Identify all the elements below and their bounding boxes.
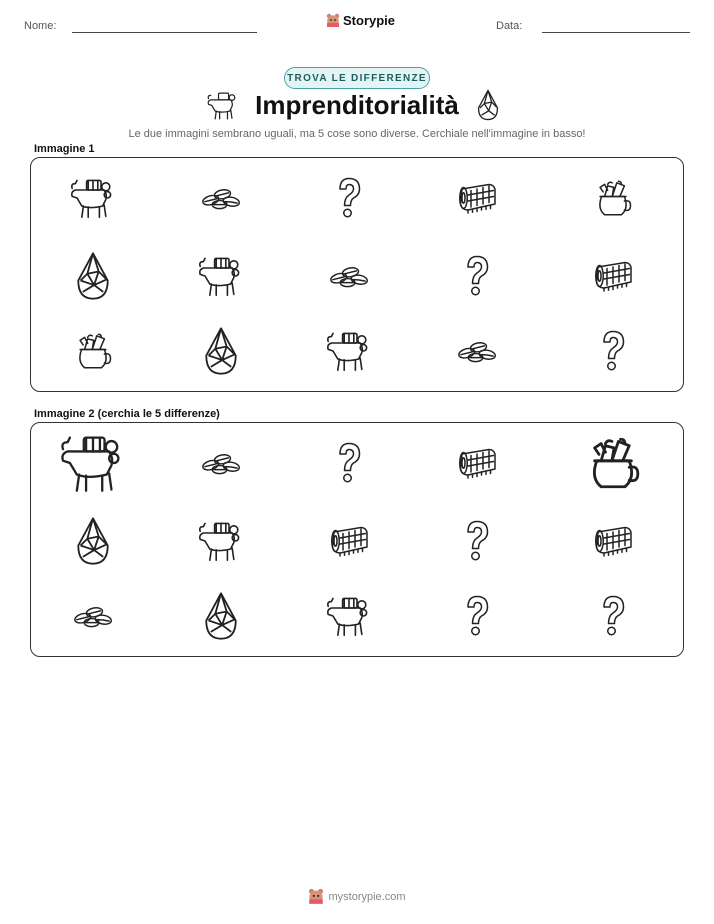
- camel-icon: [53, 163, 133, 233]
- rug-icon: [573, 241, 653, 311]
- rug-icon: [437, 163, 517, 233]
- pot-icon: [53, 316, 133, 386]
- panel-1-label: Immagine 1: [34, 143, 95, 155]
- question-icon: [309, 163, 389, 233]
- question-icon[interactable]: [309, 428, 389, 498]
- panel-2-label: Immagine 2 (cerchia le 5 differenze): [34, 408, 220, 420]
- brand-logo: [326, 13, 395, 28]
- question-icon[interactable]: [437, 581, 517, 651]
- gem-icon: [53, 241, 133, 311]
- rug-icon[interactable]: [309, 506, 389, 576]
- gem-icon: [181, 316, 261, 386]
- rug-icon[interactable]: [437, 428, 517, 498]
- beans-icon: [309, 241, 389, 311]
- name-label: Nome:: [24, 20, 57, 32]
- beans-icon[interactable]: [53, 581, 133, 651]
- page-title: Imprenditorialità: [255, 90, 459, 120]
- date-label: Data:: [496, 20, 523, 32]
- question-icon: [437, 241, 517, 311]
- camel-icon[interactable]: [181, 506, 261, 576]
- name-field[interactable]: [72, 32, 257, 33]
- camel-icon[interactable]: [309, 581, 389, 651]
- brand-name: Storypie: [343, 13, 396, 28]
- activity-badge: TROVA LE DIFFERENZE: [284, 67, 430, 89]
- beans-icon[interactable]: [181, 428, 261, 498]
- image-1-panel: [30, 157, 684, 392]
- question-icon[interactable]: [437, 506, 517, 576]
- beans-icon: [181, 163, 261, 233]
- camel-icon: [181, 241, 261, 311]
- pot-icon: [573, 163, 653, 233]
- bear-icon: [326, 13, 340, 28]
- date-field[interactable]: [542, 32, 690, 33]
- footer: [0, 888, 714, 905]
- gem-icon: [476, 89, 500, 121]
- image-2-panel[interactable]: [30, 422, 684, 657]
- gem-icon[interactable]: [53, 506, 133, 576]
- gem-icon[interactable]: [181, 581, 261, 651]
- beans-icon: [437, 316, 517, 386]
- camel-icon: [309, 316, 389, 386]
- camel-icon[interactable]: [53, 428, 133, 498]
- footer-url: mystorypie.com: [328, 890, 406, 903]
- instructions: Le due immagini sembrano uguali, ma 5 cose sono diverse. Cerchiale nell'immagine in basso!: [128, 128, 586, 140]
- rug-icon[interactable]: [573, 506, 653, 576]
- question-icon: [573, 316, 653, 386]
- pot-icon[interactable]: [573, 428, 653, 498]
- bear-icon: [308, 888, 324, 905]
- question-icon[interactable]: [573, 581, 653, 651]
